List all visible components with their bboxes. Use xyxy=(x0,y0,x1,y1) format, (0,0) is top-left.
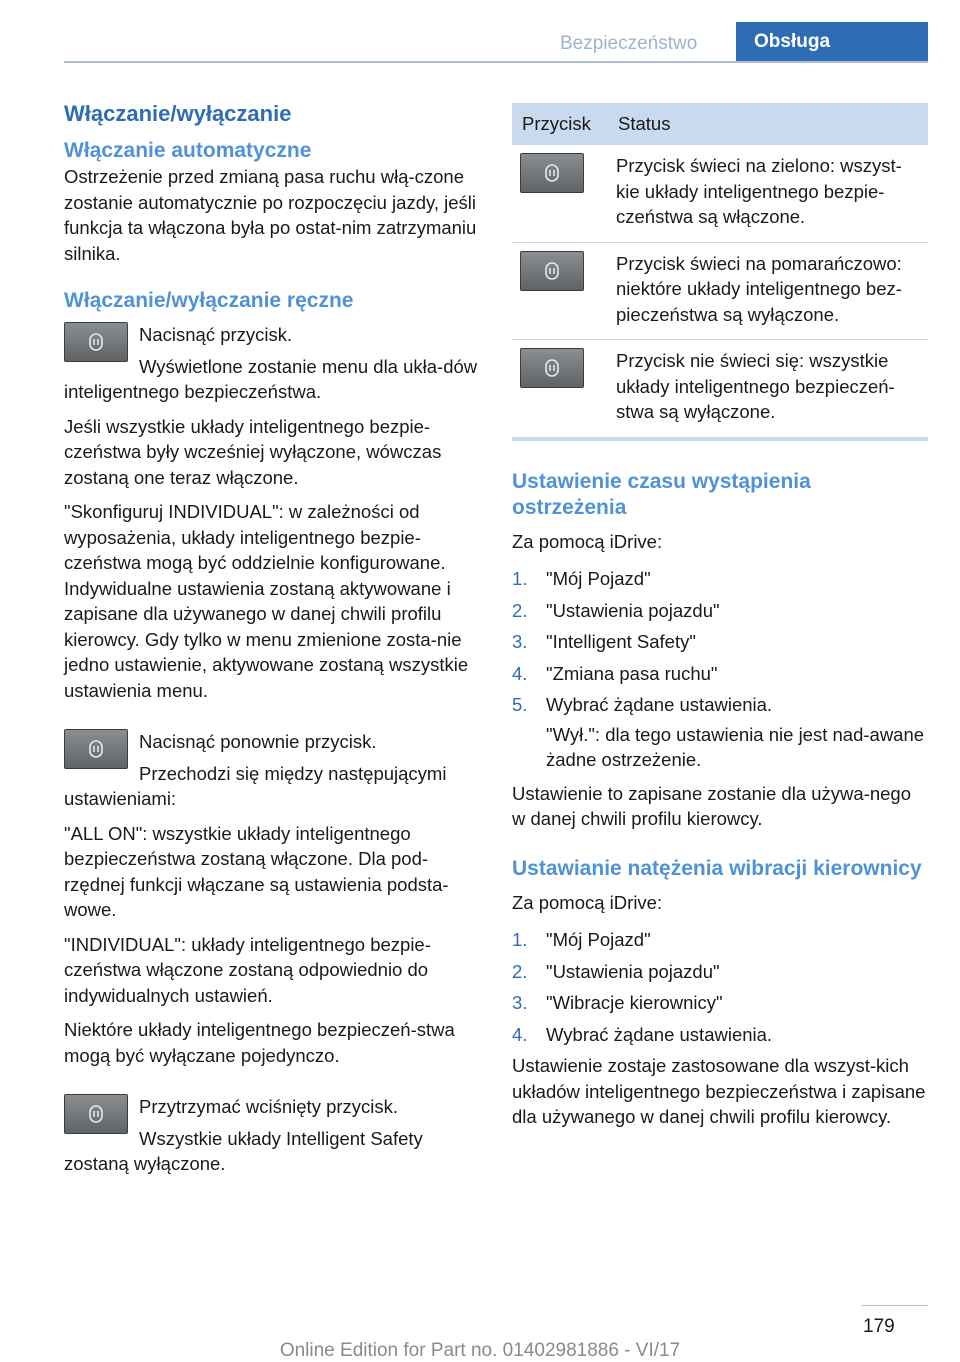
heading-warning-time: Ustawienie czasu wystąpienia ostrzeżenia xyxy=(512,469,811,519)
instruction-press-again: Nacisnąć ponownie przycisk. xyxy=(139,731,377,752)
button-instruction-press xyxy=(64,322,478,405)
instruction-press-button: Nacisnąć przycisk. xyxy=(139,324,293,345)
list-item: 1. "Mój Pojazd" xyxy=(512,568,651,589)
table-row xyxy=(512,242,928,340)
paragraph-auto-on: Ostrzeżenie przed zmianą pasa ruchu włą‐czone zostanie automatycznie po rozpoczęciu jazdy, jeśli funkcja ta włączona była po ostat‐nim zatrzymaniu silnika. xyxy=(64,166,477,264)
list-item: 3. "Intelligent Safety" xyxy=(512,631,696,652)
paragraph-saved: Ustawienie to zapisane zostanie dla używa‐nego w danej chwili profilu kierowcy. xyxy=(512,782,912,829)
page-number: 179 xyxy=(863,1316,895,1337)
heading-manual-on-off: Włączanie/wyłączanie ręczne xyxy=(64,289,354,312)
table-bottom-rule xyxy=(512,437,928,441)
footer-divider xyxy=(862,1305,928,1306)
paragraph-all-off-note: Jeśli wszystkie układy inteligentnego bezpie‐czeństwa były wcześniej wyłączone, wówczas zostaną one teraz włączone. xyxy=(64,415,442,488)
header-divider xyxy=(64,61,928,63)
header-section-title: Bezpieczeństwo xyxy=(560,33,698,54)
list-item: 3. "Wibracje kierownicy" xyxy=(512,992,723,1013)
paragraph-individual-config: "Skonfiguruj INDIVIDUAL": w zależności od wyposażenia, układy inteligentnego bezpie‐czeństwa mogą być oddzielnie konfigurowane. Indywidualne ustawienia zostaną aktywowane i zapisane dla używanego w danej chwili profilu kierowcy. Gdy tylko w menu zmienione zosta‐nie jedno ustawienie, aktywowane zostaną wszystkie ustawienia menu. xyxy=(64,501,469,701)
safety-button-icon xyxy=(64,322,128,362)
idrive-intro: Za pomocą iDrive: xyxy=(512,891,663,913)
heading-on-off: Włączanie/wyłączanie xyxy=(64,101,292,126)
list-item: 2. "Ustawienia pojazdu" xyxy=(512,960,720,982)
button-instruction-press-again xyxy=(64,729,478,812)
table-row xyxy=(512,340,928,437)
header-chapter-tab: Obsługa xyxy=(736,22,928,62)
steps-warning-time xyxy=(512,566,928,718)
table-header-row xyxy=(512,103,928,145)
instruction-cycle-settings: Przechodzi się między następującymi ustawieniami: xyxy=(64,762,447,809)
status-green: Przycisk świeci na zielono: wszyst‐kie układy inteligentnego bezpie‐czeństwa są włączone. xyxy=(608,145,928,242)
list-item: 5. Wybrać żądane ustawienia. xyxy=(512,694,773,715)
edition-note: Online Edition for Part no. 01402981886 - VI/17 xyxy=(279,1340,681,1361)
right-column xyxy=(512,103,928,1139)
paragraph-applied: Ustawienie zostaje zastosowane dla wszyst‐kich układów inteligentnego bezpieczeństwa i zapisane dla używanego w danej chwili profilu kierowcy. xyxy=(512,1055,926,1127)
status-off: Przycisk nie świeci się: wszystkie układy inteligentnego bezpieczeń‐stwa są wyłączone. xyxy=(616,350,895,422)
list-item: 2. "Ustawienia pojazdu" xyxy=(512,599,720,621)
heading-vibration: Ustawianie natężenia wibracji kierownicy xyxy=(512,856,922,880)
list-item: 1. "Mój Pojazd" xyxy=(512,929,651,950)
instruction-menu-shown: Wyświetlone zostanie menu dla ukła‐dów inteligentnego bezpieczeństwa. xyxy=(64,355,478,402)
safety-button-icon xyxy=(520,153,584,193)
steps-vibration xyxy=(512,927,928,1047)
safety-button-icon xyxy=(520,348,584,388)
safety-button-icon xyxy=(64,1094,128,1134)
button-instruction-hold xyxy=(64,1094,478,1177)
table-header-status: Status xyxy=(608,103,928,145)
paragraph-single-off: Niektóre układy inteligentnego bezpieczeń‐stwa mogą być wyłączane pojedynczo. xyxy=(64,1019,455,1066)
page-header xyxy=(0,0,960,62)
sub-note-off: "Wył.": dla tego ustawienia nie jest nad‐awane żadne ostrzeżenie. xyxy=(546,723,925,770)
instruction-all-off: Wszystkie układy Intelligent Safety zostaną wyłączone. xyxy=(64,1127,423,1174)
status-orange: Przycisk świeci na pomarańczowo: niektóre układy inteligentnego bez‐pieczeństwa są wyłączone. xyxy=(608,242,928,340)
paragraph-all-on: "ALL ON": wszystkie układy inteligentnego bezpieczeństwa zostaną włączone. Dla pod‐rzędnej funkcji włączane są ustawienia podsta‐wowe. xyxy=(64,822,449,920)
left-column xyxy=(64,100,478,1186)
instruction-hold-button: Przytrzymać wciśnięty przycisk. xyxy=(139,1096,399,1117)
list-item: 4. "Zmiana pasa ruchu" xyxy=(512,662,718,684)
button-status-table xyxy=(512,103,928,437)
table-header-button: Przycisk xyxy=(512,103,608,145)
paragraph-individual: "INDIVIDUAL": układy inteligentnego bezpie‐czeństwa włączone zostaną odpowiednio do indywidualnych ustawień. xyxy=(64,933,431,1006)
idrive-intro: Za pomocą iDrive: xyxy=(512,530,663,552)
safety-button-icon xyxy=(64,729,128,769)
safety-button-icon xyxy=(520,251,584,291)
heading-auto-on: Włączanie automatyczne xyxy=(64,139,312,162)
table-row xyxy=(512,145,928,242)
list-item: 4. Wybrać żądane ustawienia. xyxy=(512,1023,773,1045)
